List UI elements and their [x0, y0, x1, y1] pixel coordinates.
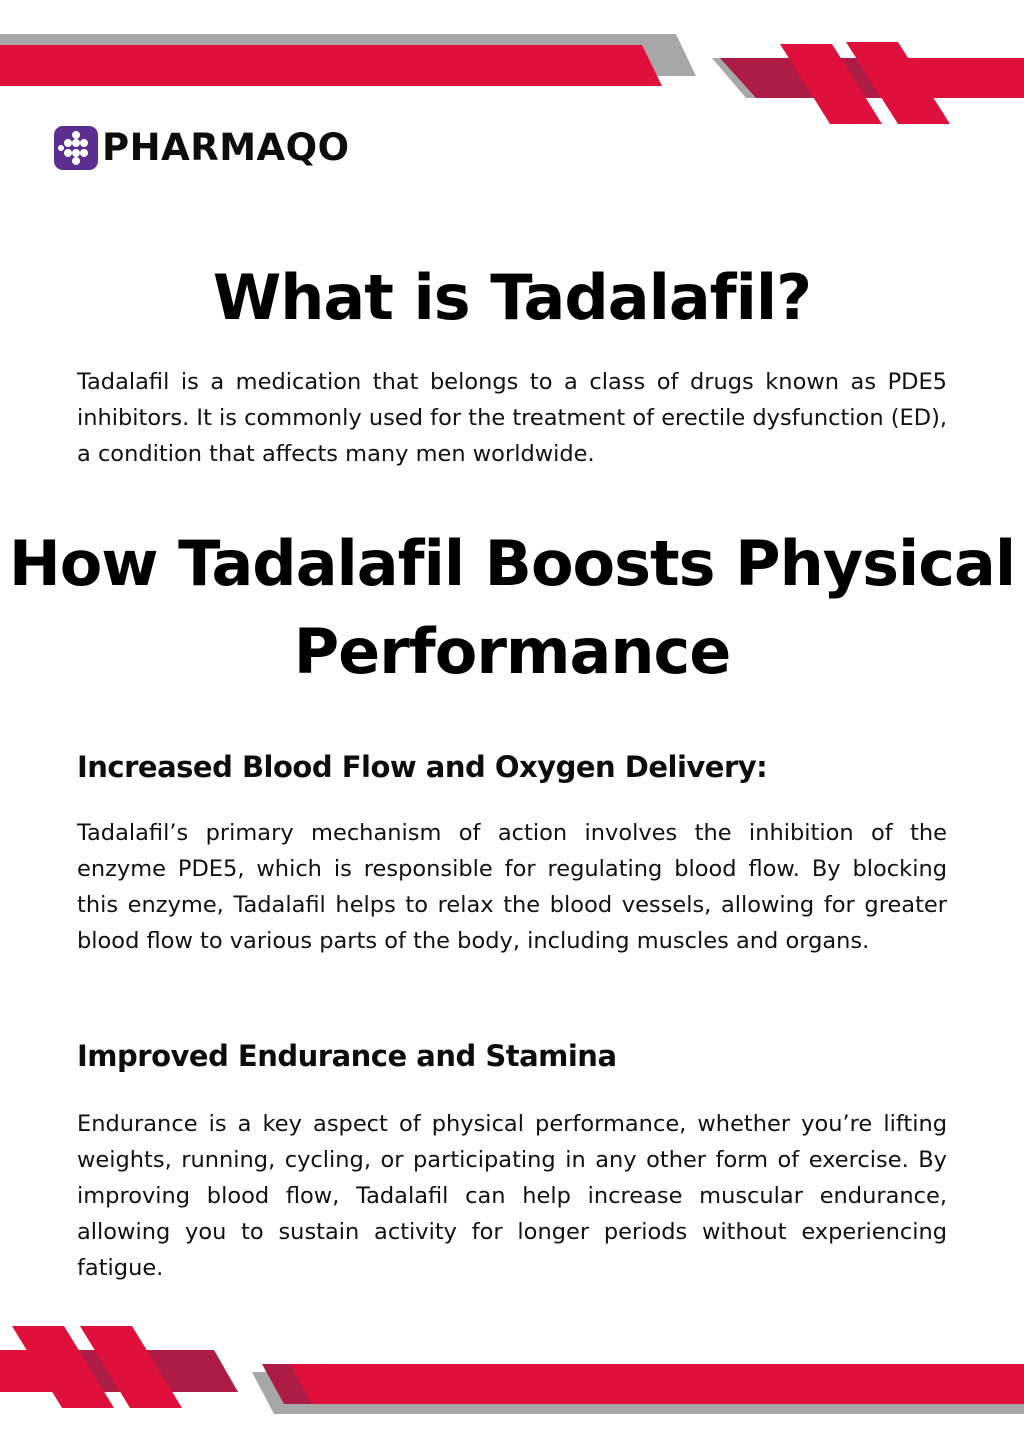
bottom-bar-red [290, 1364, 1024, 1404]
subheading-blood-flow: Increased Blood Flow and Oxygen Delivery: [77, 750, 768, 784]
brand-name: PHARMAQO [102, 126, 350, 169]
intro-paragraph: Tadalafil is a medication that belongs to a class of drugs known as PDE5 inhibitors. It is commonly used for the treatment of erectile dysfunction (ED), a condition that affects many men worldwide. [77, 369, 947, 467]
brand-logo [54, 124, 350, 172]
subheading-endurance: Improved Endurance and Stamina [77, 1039, 617, 1073]
pharmaqo-logo-icon [54, 126, 98, 170]
section-title: How Tadalafil Boosts Physical Performance [8, 527, 1016, 688]
paragraph-blood-flow: Tadalafil’s primary mechanism of action involves the inhibition of the enzyme PDE5, which is responsible for regulating blood flow. By blocking this enzyme, Tadalafil helps to relax the blood vessels, allowing for greater blood flow to various parts of the body, including muscles and organs. [77, 820, 947, 954]
paragraph-endurance: Endurance is a key aspect of physical performance, whether you’re lifting weights, running, cycling, or participating in any other form of exercise. By improving blood flow, Tadalafil can help increase muscular endurance, allowing you to sustain activity for longer periods without experiencing fatigue. [77, 1111, 947, 1281]
top-bar-red [0, 45, 662, 86]
page-title: What is Tadalafil? [212, 261, 812, 334]
